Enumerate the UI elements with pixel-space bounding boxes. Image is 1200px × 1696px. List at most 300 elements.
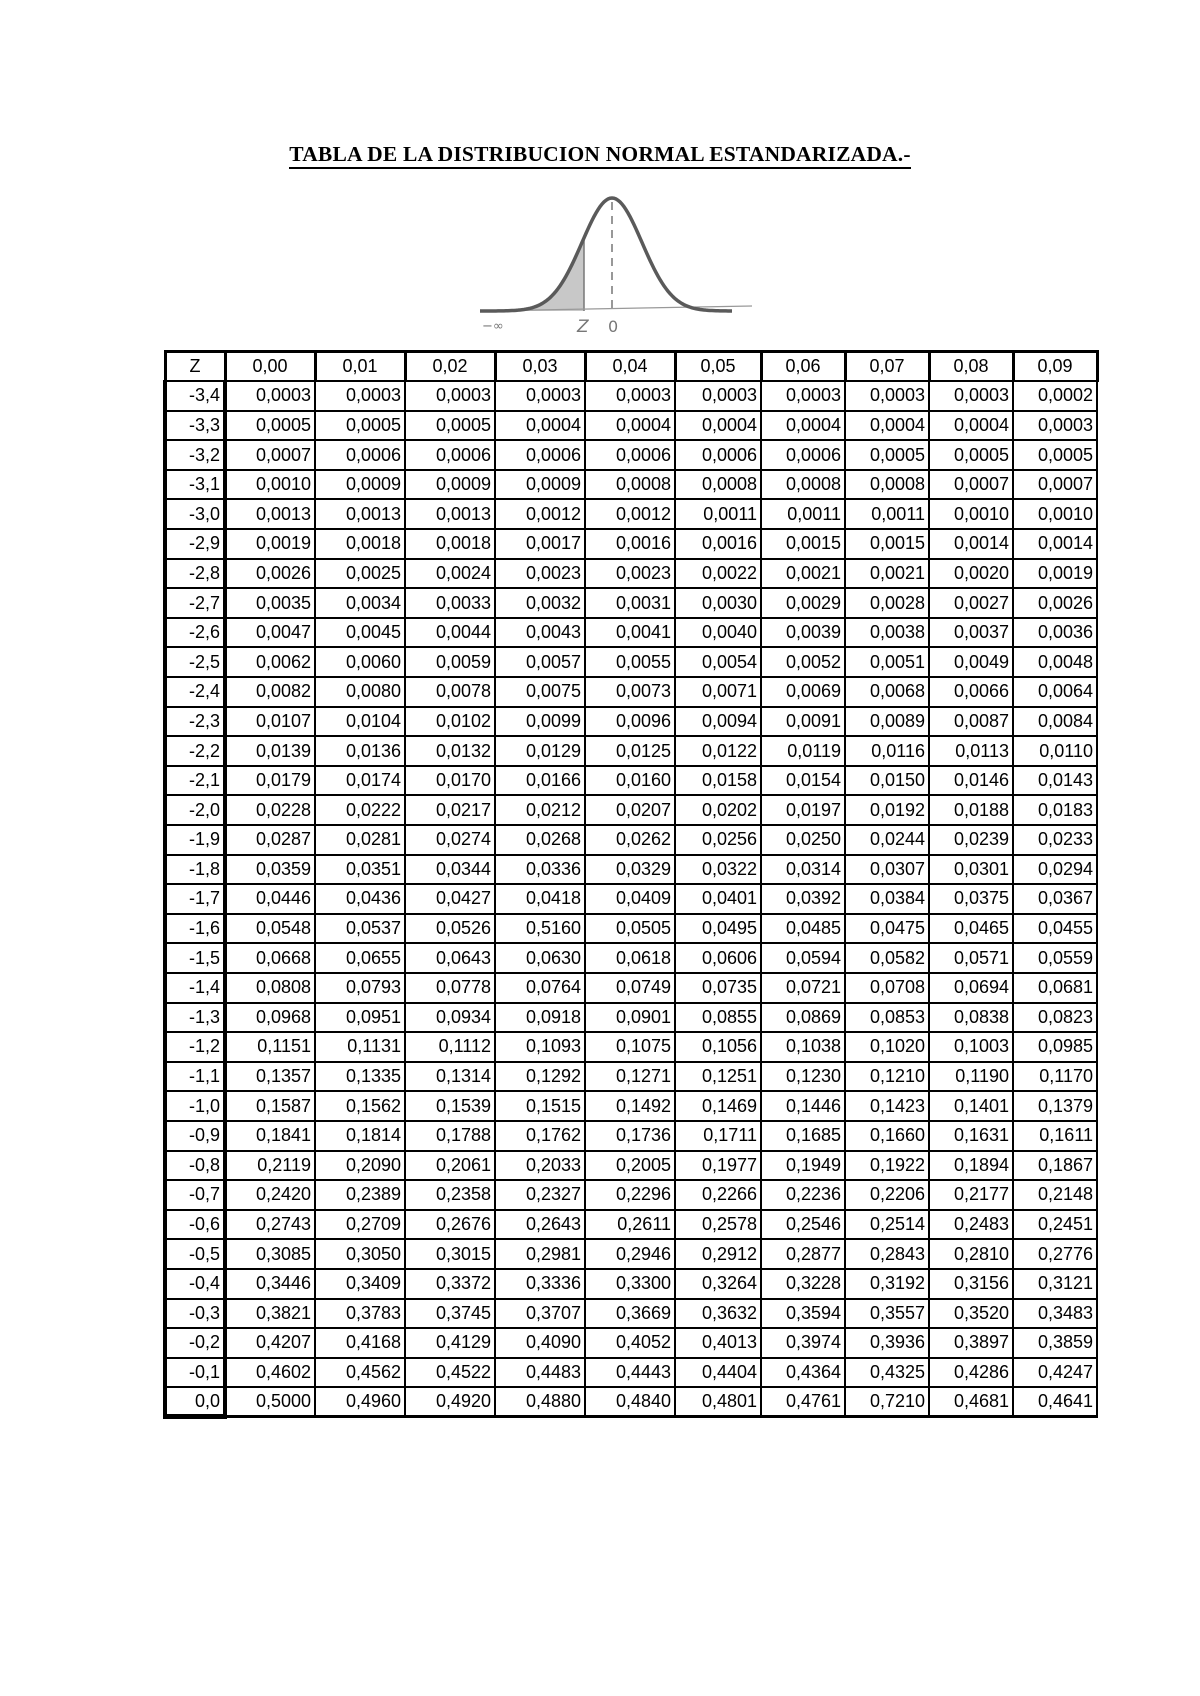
probability-cell: 0,0808 — [225, 973, 315, 1003]
probability-cell: 0,0008 — [675, 470, 761, 500]
z-value-cell: -3,0 — [165, 499, 225, 529]
probability-cell: 0,0465 — [929, 914, 1013, 944]
z-value-cell: -2,4 — [165, 677, 225, 707]
probability-cell: 0,2148 — [1013, 1180, 1097, 1210]
probability-cell: 0,2877 — [761, 1239, 845, 1269]
probability-cell: 0,0012 — [495, 499, 585, 529]
probability-cell: 0,0003 — [405, 381, 495, 411]
probability-cell: 0,1922 — [845, 1151, 929, 1181]
probability-cell: 0,0013 — [225, 499, 315, 529]
probability-cell: 0,0033 — [405, 588, 495, 618]
probability-cell: 0,1469 — [675, 1091, 761, 1121]
probability-cell: 0,1075 — [585, 1032, 675, 1062]
title-text: TABLA DE LA DISTRIBUCION NORMAL ESTANDARIZADA.- — [289, 142, 910, 169]
probability-cell: 0,4681 — [929, 1387, 1013, 1417]
table-row — [165, 618, 1097, 648]
probability-cell: 0,0918 — [495, 1003, 585, 1033]
probability-cell: 0,0075 — [495, 677, 585, 707]
probability-cell: 0,4207 — [225, 1328, 315, 1358]
probability-cell: 0,2236 — [761, 1180, 845, 1210]
z-value-cell: -1,8 — [165, 855, 225, 885]
probability-cell: 0,0008 — [761, 470, 845, 500]
probability-cell: 0,1210 — [845, 1062, 929, 1092]
header-col: 0,06 — [761, 352, 845, 382]
probability-cell: 0,0375 — [929, 884, 1013, 914]
probability-cell: 0,1446 — [761, 1091, 845, 1121]
probability-cell: 0,0256 — [675, 825, 761, 855]
probability-cell: 0,0099 — [495, 707, 585, 737]
probability-cell: 0,0054 — [675, 647, 761, 677]
probability-cell: 0,0268 — [495, 825, 585, 855]
probability-cell: 0,0618 — [585, 943, 675, 973]
probability-cell: 0,2483 — [929, 1210, 1013, 1240]
probability-cell: 0,1379 — [1013, 1091, 1097, 1121]
probability-cell: 0,1170 — [1013, 1062, 1097, 1092]
table-row — [165, 736, 1097, 766]
probability-cell: 0,2206 — [845, 1180, 929, 1210]
probability-cell: 0,0023 — [585, 559, 675, 589]
probability-cell: 0,2578 — [675, 1210, 761, 1240]
probability-cell: 0,0026 — [225, 559, 315, 589]
table-row — [165, 588, 1097, 618]
probability-cell: 0,0005 — [315, 411, 405, 441]
probability-cell: 0,0080 — [315, 677, 405, 707]
probability-cell: 0,3015 — [405, 1239, 495, 1269]
zero-label: 0 — [608, 317, 619, 336]
probability-cell: 0,0869 — [761, 1003, 845, 1033]
probability-cell: 0,1977 — [675, 1151, 761, 1181]
z-value-cell: -2,9 — [165, 529, 225, 559]
probability-cell: 0,0143 — [1013, 766, 1097, 796]
probability-cell: 0,0129 — [495, 736, 585, 766]
probability-cell: 0,3821 — [225, 1299, 315, 1329]
probability-cell: 0,4013 — [675, 1328, 761, 1358]
z-value-cell: -1,7 — [165, 884, 225, 914]
header-col: 0,04 — [585, 352, 675, 382]
probability-cell: 0,0019 — [1013, 559, 1097, 589]
probability-cell: 0,0160 — [585, 766, 675, 796]
probability-cell: 0,0968 — [225, 1003, 315, 1033]
probability-cell: 0,0630 — [495, 943, 585, 973]
probability-cell: 0,0559 — [1013, 943, 1097, 973]
probability-cell: 0,0901 — [585, 1003, 675, 1033]
probability-cell: 0,3783 — [315, 1299, 405, 1329]
probability-cell: 0,0179 — [225, 766, 315, 796]
probability-cell: 0,1587 — [225, 1091, 315, 1121]
probability-cell: 0,0021 — [761, 559, 845, 589]
probability-cell: 0,0336 — [495, 855, 585, 885]
probability-cell: 0,0005 — [405, 411, 495, 441]
table-row — [165, 1121, 1097, 1151]
probability-cell: 0,0003 — [761, 381, 845, 411]
probability-cell: 0,0044 — [405, 618, 495, 648]
probability-cell: 0,3192 — [845, 1269, 929, 1299]
probability-cell: 0,2514 — [845, 1210, 929, 1240]
probability-cell: 0,0708 — [845, 973, 929, 1003]
table-row — [165, 884, 1097, 914]
z-value-cell: -1,6 — [165, 914, 225, 944]
probability-cell: 0,0052 — [761, 647, 845, 677]
z-value-cell: -0,4 — [165, 1269, 225, 1299]
probability-cell: 0,0793 — [315, 973, 405, 1003]
probability-cell: 0,0228 — [225, 795, 315, 825]
probability-cell: 0,0436 — [315, 884, 405, 914]
table-row — [165, 470, 1097, 500]
probability-cell: 0,0010 — [929, 499, 1013, 529]
probability-cell: 0,2810 — [929, 1239, 1013, 1269]
z-value-cell: -1,3 — [165, 1003, 225, 1033]
probability-cell: 0,1093 — [495, 1032, 585, 1062]
probability-cell: 0,0239 — [929, 825, 1013, 855]
table-row — [165, 411, 1097, 441]
probability-cell: 0,0721 — [761, 973, 845, 1003]
probability-cell: 0,0014 — [929, 529, 1013, 559]
header-col: 0,00 — [225, 352, 315, 382]
probability-cell: 0,0032 — [495, 588, 585, 618]
probability-cell: 0,0031 — [585, 588, 675, 618]
probability-cell: 0,0104 — [315, 707, 405, 737]
probability-cell: 0,1814 — [315, 1121, 405, 1151]
probability-cell: 0,0735 — [675, 973, 761, 1003]
z-value-cell: -2,8 — [165, 559, 225, 589]
probability-cell: 0,0207 — [585, 795, 675, 825]
probability-cell: 0,1335 — [315, 1062, 405, 1092]
probability-cell: 0,0028 — [845, 588, 929, 618]
table-row — [165, 1062, 1097, 1092]
probability-cell: 0,0023 — [495, 559, 585, 589]
probability-cell: 0,4483 — [495, 1358, 585, 1388]
probability-cell: 0,2776 — [1013, 1239, 1097, 1269]
probability-cell: 0,0003 — [845, 381, 929, 411]
table-row — [165, 1151, 1097, 1181]
probability-cell: 0,0005 — [225, 411, 315, 441]
probability-cell: 0,0015 — [761, 529, 845, 559]
probability-cell: 0,0036 — [1013, 618, 1097, 648]
probability-cell: 0,0475 — [845, 914, 929, 944]
probability-cell: 0,0409 — [585, 884, 675, 914]
probability-cell: 0,4562 — [315, 1358, 405, 1388]
probability-cell: 0,0119 — [761, 736, 845, 766]
probability-cell: 0,0139 — [225, 736, 315, 766]
probability-cell: 0,0087 — [929, 707, 1013, 737]
probability-cell: 0,0934 — [405, 1003, 495, 1033]
probability-cell: 0,2177 — [929, 1180, 1013, 1210]
table-row — [165, 707, 1097, 737]
header-col: 0,09 — [1013, 352, 1097, 382]
table-row — [165, 1239, 1097, 1269]
probability-cell: 0,0006 — [761, 440, 845, 470]
probability-cell: 0,4801 — [675, 1387, 761, 1417]
probability-cell: 0,0094 — [675, 707, 761, 737]
probability-cell: 0,3707 — [495, 1299, 585, 1329]
table-row — [165, 499, 1097, 529]
probability-cell: 0,0281 — [315, 825, 405, 855]
probability-cell: 0,0222 — [315, 795, 405, 825]
probability-cell: 0,4840 — [585, 1387, 675, 1417]
z-value-cell: -2,3 — [165, 707, 225, 737]
probability-cell: 0,2005 — [585, 1151, 675, 1181]
probability-cell: 0,0089 — [845, 707, 929, 737]
z-value-cell: -0,1 — [165, 1358, 225, 1388]
probability-cell: 0,0045 — [315, 618, 405, 648]
probability-cell: 0,0007 — [225, 440, 315, 470]
probability-cell: 0,0526 — [405, 914, 495, 944]
probability-cell: 0,0301 — [929, 855, 1013, 885]
probability-cell: 0,0005 — [845, 440, 929, 470]
probability-cell: 0,0004 — [761, 411, 845, 441]
probability-cell: 0,0606 — [675, 943, 761, 973]
page-title — [0, 142, 1200, 167]
probability-cell: 0,0116 — [845, 736, 929, 766]
z-value-cell: -2,5 — [165, 647, 225, 677]
probability-cell: 0,3228 — [761, 1269, 845, 1299]
table-row — [165, 1387, 1097, 1417]
table-row — [165, 1003, 1097, 1033]
probability-cell: 0,0188 — [929, 795, 1013, 825]
z-value-cell: -2,7 — [165, 588, 225, 618]
probability-cell: 0,0183 — [1013, 795, 1097, 825]
table-row — [165, 825, 1097, 855]
probability-cell: 0,1660 — [845, 1121, 929, 1151]
probability-cell: 0,0392 — [761, 884, 845, 914]
probability-cell: 0,1867 — [1013, 1151, 1097, 1181]
probability-cell: 0,0047 — [225, 618, 315, 648]
probability-cell: 0,1515 — [495, 1091, 585, 1121]
probability-cell: 0,0322 — [675, 855, 761, 885]
bell-curve — [480, 198, 732, 311]
probability-cell: 0,2709 — [315, 1210, 405, 1240]
probability-cell: 0,7210 — [845, 1387, 929, 1417]
probability-cell: 0,0006 — [495, 440, 585, 470]
probability-cell: 0,0125 — [585, 736, 675, 766]
probability-cell: 0,1151 — [225, 1032, 315, 1062]
probability-cell: 0,0367 — [1013, 884, 1097, 914]
probability-cell: 0,0057 — [495, 647, 585, 677]
z-value-cell: -2,2 — [165, 736, 225, 766]
probability-cell: 0,0136 — [315, 736, 405, 766]
probability-cell: 0,3897 — [929, 1328, 1013, 1358]
probability-cell: 0,0091 — [761, 707, 845, 737]
probability-cell: 0,0855 — [675, 1003, 761, 1033]
probability-cell: 0,0039 — [761, 618, 845, 648]
probability-cell: 0,4880 — [495, 1387, 585, 1417]
z-value-cell: -1,2 — [165, 1032, 225, 1062]
probability-cell: 0,0073 — [585, 677, 675, 707]
z-value-cell: -0,5 — [165, 1239, 225, 1269]
probability-cell: 0,0010 — [1013, 499, 1097, 529]
probability-cell: 0,0427 — [405, 884, 495, 914]
probability-cell: 0,3745 — [405, 1299, 495, 1329]
table-row — [165, 647, 1097, 677]
probability-cell: 0,3557 — [845, 1299, 929, 1329]
probability-cell: 0,0202 — [675, 795, 761, 825]
probability-cell: 0,0004 — [929, 411, 1013, 441]
probability-cell: 0,3156 — [929, 1269, 1013, 1299]
header-col: 0,07 — [845, 352, 929, 382]
probability-cell: 0,0455 — [1013, 914, 1097, 944]
z-value-cell: -2,0 — [165, 795, 225, 825]
probability-cell: 0,2843 — [845, 1239, 929, 1269]
z-value-cell: -2,6 — [165, 618, 225, 648]
probability-cell: 0,0013 — [315, 499, 405, 529]
header-z: Z — [165, 352, 225, 382]
probability-cell: 0,0384 — [845, 884, 929, 914]
probability-cell: 0,0014 — [1013, 529, 1097, 559]
probability-cell: 0,4404 — [675, 1358, 761, 1388]
probability-cell: 0,0003 — [225, 381, 315, 411]
probability-cell: 0,1894 — [929, 1151, 1013, 1181]
probability-cell: 0,4129 — [405, 1328, 495, 1358]
probability-cell: 0,3974 — [761, 1328, 845, 1358]
probability-cell: 0,4364 — [761, 1358, 845, 1388]
probability-cell: 0,1401 — [929, 1091, 1013, 1121]
table-row — [165, 1091, 1097, 1121]
probability-cell: 0,0005 — [1013, 440, 1097, 470]
probability-cell: 0,3336 — [495, 1269, 585, 1299]
probability-cell: 0,0078 — [405, 677, 495, 707]
probability-cell: 0,1357 — [225, 1062, 315, 1092]
probability-cell: 0,4247 — [1013, 1358, 1097, 1388]
probability-cell: 0,0344 — [405, 855, 495, 885]
probability-cell: 0,0040 — [675, 618, 761, 648]
probability-cell: 0,2033 — [495, 1151, 585, 1181]
probability-cell: 0,0594 — [761, 943, 845, 973]
probability-cell: 0,2743 — [225, 1210, 315, 1240]
probability-cell: 0,0066 — [929, 677, 1013, 707]
probability-cell: 0,0009 — [405, 470, 495, 500]
probability-cell: 0,0212 — [495, 795, 585, 825]
probability-cell: 0,0170 — [405, 766, 495, 796]
probability-cell: 0,0655 — [315, 943, 405, 973]
probability-cell: 0,0084 — [1013, 707, 1097, 737]
probability-cell: 0,2946 — [585, 1239, 675, 1269]
probability-cell: 0,0008 — [845, 470, 929, 500]
probability-cell: 0,0082 — [225, 677, 315, 707]
probability-cell: 0,0351 — [315, 855, 405, 885]
z-value-cell: -0,2 — [165, 1328, 225, 1358]
probability-cell: 0,1685 — [761, 1121, 845, 1151]
probability-cell: 0,0020 — [929, 559, 1013, 589]
table-row — [165, 1358, 1097, 1388]
probability-cell: 0,0010 — [225, 470, 315, 500]
probability-cell: 0,3372 — [405, 1269, 495, 1299]
z-value-cell: -0,3 — [165, 1299, 225, 1329]
probability-cell: 0,2266 — [675, 1180, 761, 1210]
probability-cell: 0,0011 — [761, 499, 845, 529]
probability-cell: 0,0038 — [845, 618, 929, 648]
table-row — [165, 529, 1097, 559]
probability-cell: 0,0055 — [585, 647, 675, 677]
probability-cell: 0,0004 — [675, 411, 761, 441]
probability-cell: 0,3446 — [225, 1269, 315, 1299]
probability-cell: 0,0853 — [845, 1003, 929, 1033]
probability-cell: 0,0582 — [845, 943, 929, 973]
probability-cell: 0,0537 — [315, 914, 405, 944]
table-row — [165, 914, 1097, 944]
probability-cell: 0,3669 — [585, 1299, 675, 1329]
probability-cell: 0,0132 — [405, 736, 495, 766]
probability-cell: 0,1611 — [1013, 1121, 1097, 1151]
probability-cell: 0,0643 — [405, 943, 495, 973]
probability-cell: 0,0049 — [929, 647, 1013, 677]
probability-cell: 0,0025 — [315, 559, 405, 589]
probability-cell: 0,3121 — [1013, 1269, 1097, 1299]
probability-cell: 0,0024 — [405, 559, 495, 589]
header-col: 0,01 — [315, 352, 405, 382]
probability-cell: 0,1190 — [929, 1062, 1013, 1092]
probability-cell: 0,0154 — [761, 766, 845, 796]
z-value-cell: -1,5 — [165, 943, 225, 973]
probability-cell: 0,0016 — [675, 529, 761, 559]
probability-cell: 0,0294 — [1013, 855, 1097, 885]
probability-cell: 0,0217 — [405, 795, 495, 825]
table-row — [165, 855, 1097, 885]
probability-cell: 0,0004 — [585, 411, 675, 441]
probability-cell: 0,1631 — [929, 1121, 1013, 1151]
probability-cell: 0,2912 — [675, 1239, 761, 1269]
probability-cell: 0,0681 — [1013, 973, 1097, 1003]
probability-cell: 0,0485 — [761, 914, 845, 944]
neg-infinity-label: −∞ — [482, 319, 504, 334]
table-row — [165, 1269, 1097, 1299]
probability-cell: 0,0006 — [585, 440, 675, 470]
probability-cell: 0,0021 — [845, 559, 929, 589]
probability-cell: 0,3050 — [315, 1239, 405, 1269]
probability-cell: 0,0003 — [315, 381, 405, 411]
probability-cell: 0,0064 — [1013, 677, 1097, 707]
probability-cell: 0,0007 — [1013, 470, 1097, 500]
probability-cell: 0,0034 — [315, 588, 405, 618]
probability-cell: 0,0027 — [929, 588, 1013, 618]
table-header-row — [165, 352, 1097, 382]
probability-cell: 0,1492 — [585, 1091, 675, 1121]
z-value-cell: -0,6 — [165, 1210, 225, 1240]
probability-cell: 0,0022 — [675, 559, 761, 589]
probability-cell: 0,3300 — [585, 1269, 675, 1299]
z-value-cell: -0,9 — [165, 1121, 225, 1151]
probability-cell: 0,2327 — [495, 1180, 585, 1210]
probability-cell: 0,3632 — [675, 1299, 761, 1329]
table-row — [165, 766, 1097, 796]
probability-cell: 0,0505 — [585, 914, 675, 944]
normal-distribution-table — [163, 350, 1099, 1419]
probability-cell: 0,4920 — [405, 1387, 495, 1417]
probability-cell: 0,2420 — [225, 1180, 315, 1210]
probability-cell: 0,1131 — [315, 1032, 405, 1062]
probability-cell: 0,0062 — [225, 647, 315, 677]
probability-cell: 0,0174 — [315, 766, 405, 796]
probability-cell: 0,0008 — [585, 470, 675, 500]
probability-cell: 0,2981 — [495, 1239, 585, 1269]
probability-cell: 0,0002 — [1013, 381, 1097, 411]
probability-cell: 0,4052 — [585, 1328, 675, 1358]
probability-cell: 0,0418 — [495, 884, 585, 914]
probability-cell: 0,2611 — [585, 1210, 675, 1240]
header-col: 0,08 — [929, 352, 1013, 382]
probability-cell: 0,3483 — [1013, 1299, 1097, 1329]
probability-cell: 0,0307 — [845, 855, 929, 885]
z-value-cell: -1,9 — [165, 825, 225, 855]
table-row — [165, 795, 1097, 825]
probability-cell: 0,0003 — [585, 381, 675, 411]
probability-cell: 0,4761 — [761, 1387, 845, 1417]
normal-curve-figure — [462, 186, 752, 340]
probability-cell: 0,3264 — [675, 1269, 761, 1299]
probability-cell: 0,4443 — [585, 1358, 675, 1388]
table-row — [165, 677, 1097, 707]
probability-cell: 0,0951 — [315, 1003, 405, 1033]
probability-cell: 0,0838 — [929, 1003, 1013, 1033]
